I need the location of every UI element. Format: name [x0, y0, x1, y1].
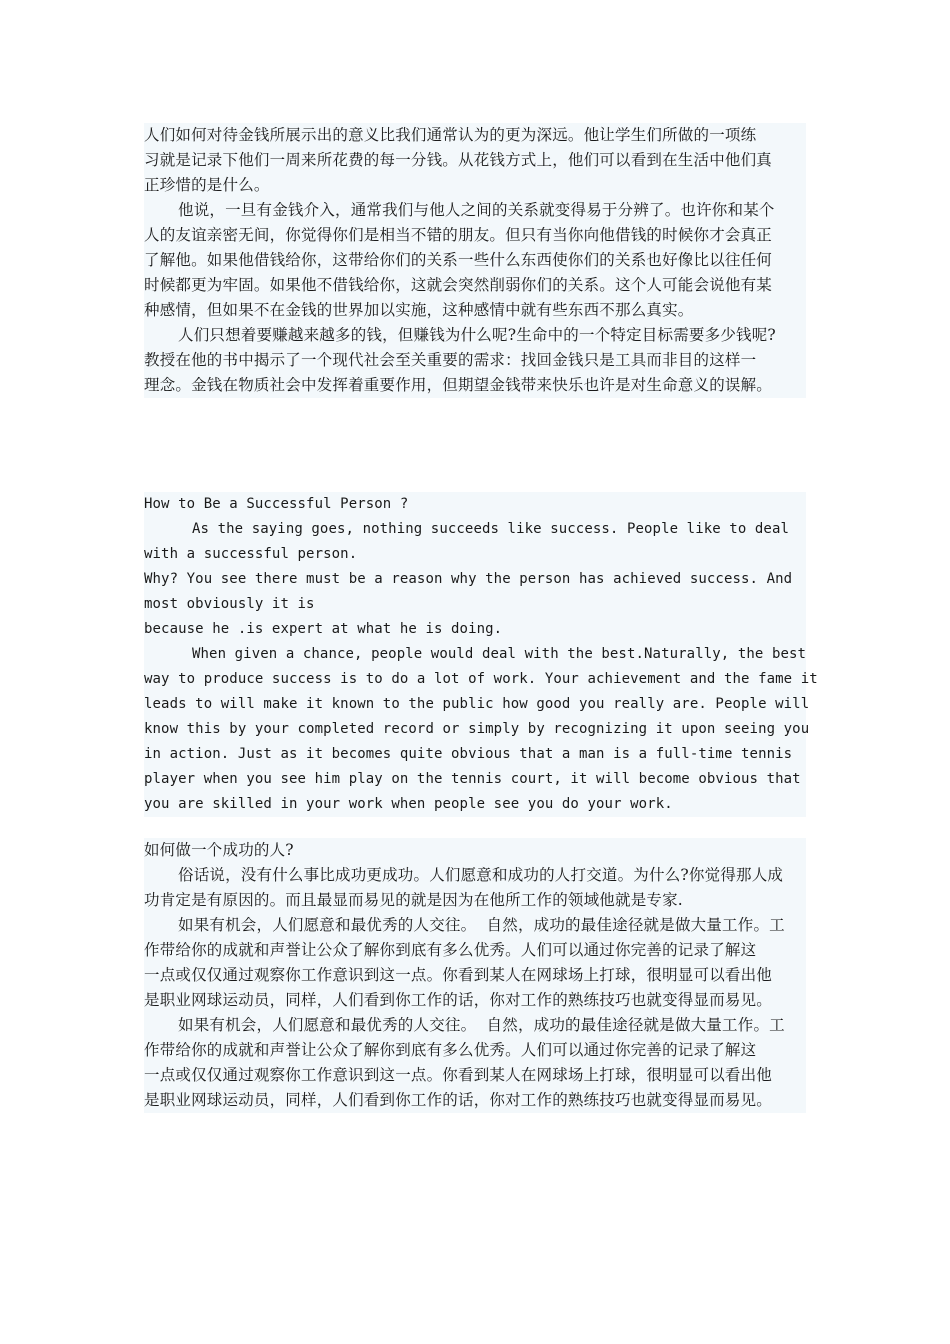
text-line: 人们如何对待金钱所展示出的意义比我们通常认为的更为深远。他让学生们所做的一项练: [144, 126, 757, 144]
text-line: 时候都更为牢固。如果他不借钱给你，这就会突然削弱你们的关系。这个人可能会说他有某: [144, 276, 773, 294]
text-line: 一点或仅仅通过观察你工作意识到这一点。你看到某人在网球场上打球，很明显可以看出他: [144, 966, 773, 984]
text-line: 是职业网球运动员，同样，人们看到你工作的话，你对工作的熟练技巧也就变得显而易见。: [144, 991, 773, 1009]
text-line: 种感情，但如果不在金钱的世界加以实施，这种感情中就有些东西不那么真实。: [144, 301, 694, 319]
text-line: with a successful person.: [144, 546, 358, 562]
text-line: because he .is expert at what he is doing.: [144, 621, 503, 637]
text-line: 是职业网球运动员，同样，人们看到你工作的话，你对工作的熟练技巧也就变得显而易见。: [144, 1091, 773, 1109]
text-line: 作带给你的成就和声誉让公众了解你到底有多么优秀。人们可以通过你完善的记录了解这: [144, 1041, 757, 1059]
text-line: 俗话说，没有什么事比成功更成功。人们愿意和成功的人打交道。为什么?你觉得那人成: [178, 866, 784, 884]
text-line: 如果有机会，人们愿意和最优秀的人交往。 自然，成功的最佳途径就是做大量工作。工: [178, 916, 785, 934]
text-line: 人的友谊亲密无间，你觉得你们是相当不错的朋友。但只有当你向他借钱的时候你才会真正: [144, 226, 773, 244]
text-line: Why? You see there must be a reason why the person has achieved success. And: [144, 571, 793, 587]
text-line: in action. Just as it becomes quite obvious that a man is a full-time tennis: [144, 746, 793, 762]
success-passage-en: [144, 492, 818, 817]
success-passage-cn: [144, 838, 806, 1113]
text-line: 功肯定是有原因的。而且最显而易见的就是因为在他所工作的领域他就是专家.: [144, 891, 683, 909]
text-line: player when you see him play on the tennis court, it will become obvious that: [144, 771, 801, 787]
text-line: 正珍惜的是什么。: [144, 176, 270, 194]
text-line: know this by your completed record or simply by recognizing it upon seeing you: [144, 721, 810, 737]
text-line: 一点或仅仅通过观察你工作意识到这一点。你看到某人在网球场上打球，很明显可以看出他: [144, 1066, 773, 1084]
text-line: you are skilled in your work when people see you do your work.: [144, 796, 673, 812]
text-line: 了解他。如果他借钱给你，这带给你们的关系一些什么东西使你们的关系也好像比以往任何: [144, 251, 773, 269]
passage-title-cn: 如何做一个成功的人?: [144, 841, 294, 859]
passage-title-en: How to Be a Successful Person ?: [144, 496, 409, 512]
text-line: way to produce success is to do a lot of work. Your achievement and the fame it: [144, 671, 818, 687]
text-line: As the saying goes, nothing succeeds like success. People like to deal: [192, 521, 790, 537]
text-line: leads to will make it known to the public how good you really are. People will: [144, 696, 810, 712]
text-line: 人们只想着要赚越来越多的钱，但赚钱为什么呢?生命中的一个特定目标需要多少钱呢?: [178, 326, 776, 344]
text-line: 他说，一旦有金钱介入，通常我们与他人之间的关系就变得易于分辨了。也许你和某个: [178, 201, 775, 219]
text-line: 习就是记录下他们一周来所花费的每一分钱。从花钱方式上，他们可以看到在生活中他们真: [144, 151, 773, 169]
text-line: 如果有机会，人们愿意和最优秀的人交往。 自然，成功的最佳途径就是做大量工作。工: [178, 1016, 785, 1034]
text-line: When given a chance, people would deal with the best.Naturally, the best: [192, 646, 807, 662]
text-line: 作带给你的成就和声誉让公众了解你到底有多么优秀。人们可以通过你完善的记录了解这: [144, 941, 757, 959]
text-line: 教授在他的书中揭示了一个现代社会至关重要的需求：找回金钱只是工具而非目的这样一: [144, 351, 757, 369]
text-line: most obviously it is: [144, 596, 315, 612]
text-line: 理念。金钱在物质社会中发挥着重要作用，但期望金钱带来快乐也许是对生命意义的误解。: [144, 376, 773, 394]
money-passage-cn: [144, 123, 806, 398]
